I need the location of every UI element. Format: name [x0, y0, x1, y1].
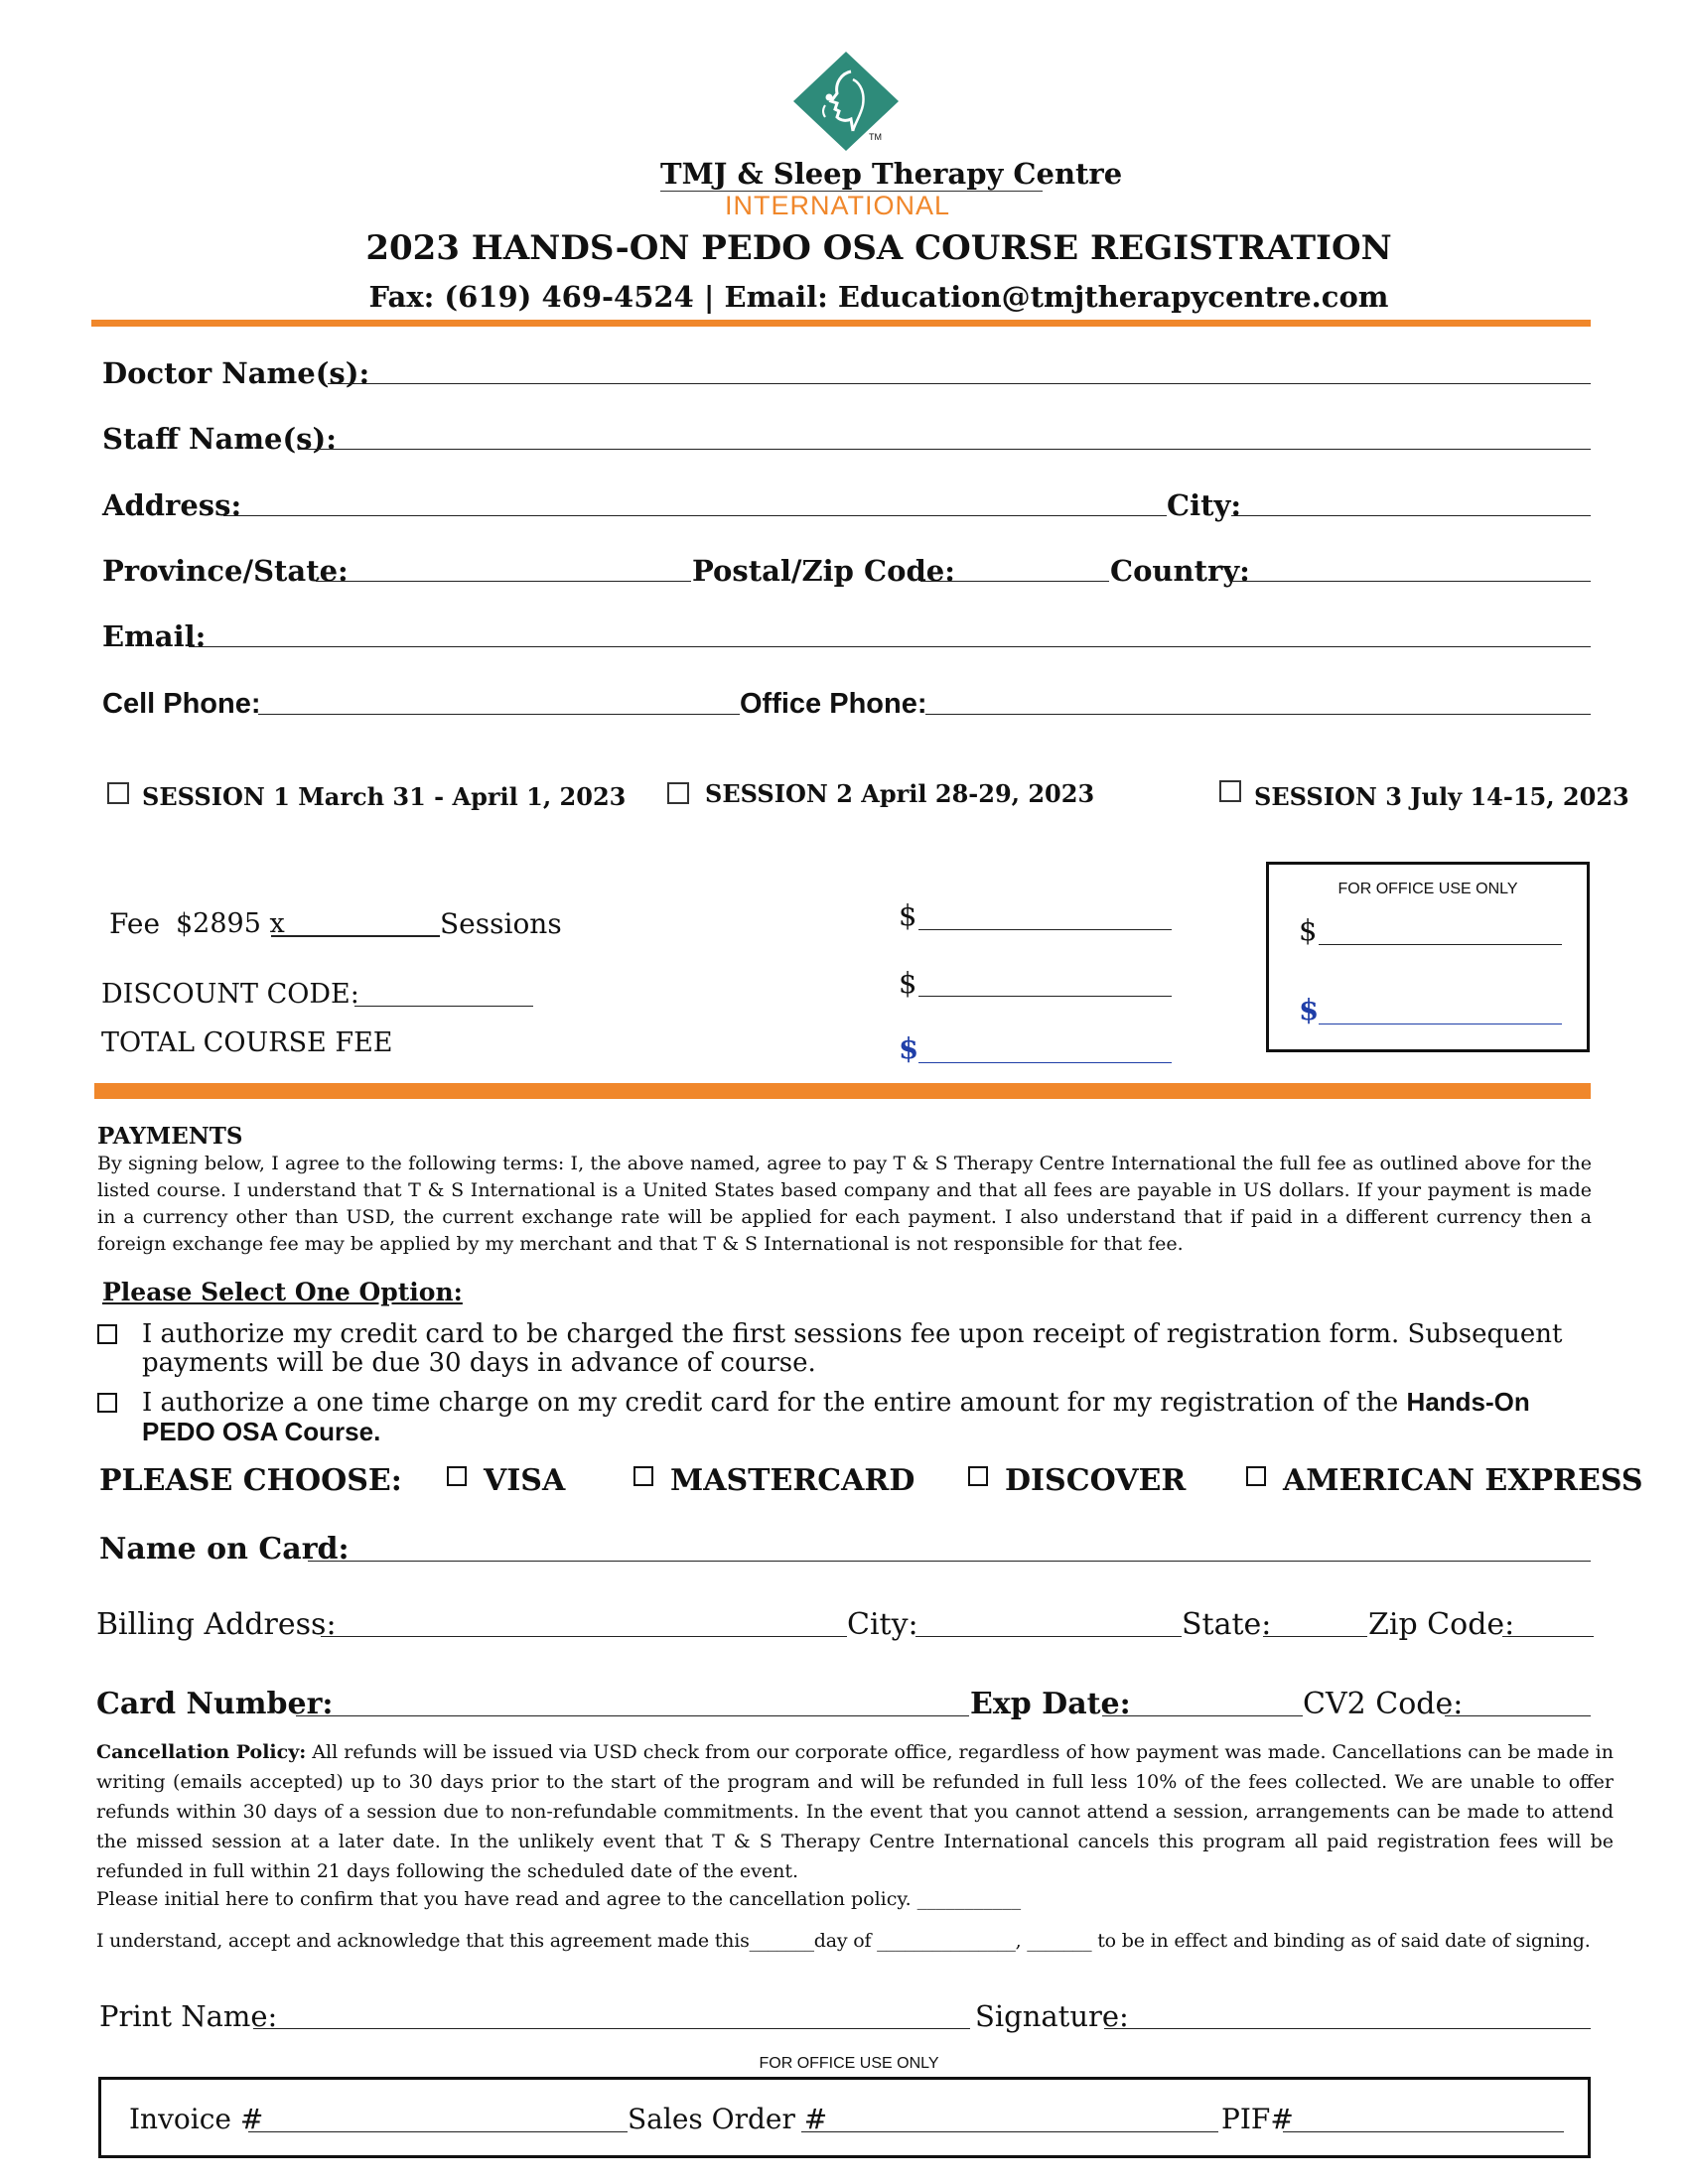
signature-field[interactable]	[1104, 2028, 1591, 2029]
contact-line: Fax: (619) 469-4524 | Email: Education@tmjtherapycentre.com	[368, 280, 1389, 314]
option-2-text	[142, 1388, 1592, 1447]
address-label: Address:	[102, 488, 242, 522]
discount-amount-field[interactable]	[918, 996, 1172, 997]
office-field-1[interactable]	[1319, 944, 1562, 945]
postal-label: Postal/Zip Code:	[692, 554, 955, 588]
payments-heading: PAYMENTS	[97, 1123, 243, 1150]
select-one-label: Please Select One Option:	[102, 1278, 463, 1306]
billing-address-field[interactable]	[321, 1636, 847, 1637]
invoice-field[interactable]	[248, 2131, 628, 2132]
country-label: Country:	[1110, 554, 1250, 588]
billing-zip-field[interactable]	[1502, 1636, 1594, 1637]
print-name-field[interactable]	[253, 2028, 970, 2029]
office-dollar-2: $	[1299, 993, 1320, 1026]
total-dollar-sign: $	[899, 1031, 919, 1065]
logo	[791, 50, 901, 159]
orange-divider-middle	[94, 1083, 1591, 1099]
doctor-label: Doctor Name(s):	[102, 356, 370, 390]
session-1-checkbox[interactable]	[107, 782, 129, 804]
amex-checkbox[interactable]	[1246, 1466, 1266, 1486]
billing-city-label: City:	[847, 1607, 918, 1642]
brand-name: TMJ & Sleep Therapy Centre	[660, 157, 1123, 191]
billing-state-label: State:	[1182, 1607, 1272, 1642]
discount-field[interactable]	[354, 1006, 533, 1007]
city-field[interactable]	[1231, 515, 1591, 516]
option-1-text: I authorize my credit card to be charged the first sessions fee upon receipt of registration form. Subsequent payments will be due 30 days in advance of course.	[142, 1319, 1563, 1378]
office-use-footer-label: FOR OFFICE USE ONLY	[759, 2055, 939, 2072]
trademark: TM	[869, 132, 882, 142]
province-field[interactable]	[316, 581, 691, 582]
please-choose-label: PLEASE CHOOSE:	[99, 1463, 402, 1498]
cancellation-heading: Cancellation Policy:	[96, 1741, 307, 1763]
session-2-label: SESSION 2 April 28-29, 2023	[705, 779, 1095, 808]
office-dollar-1: $	[1299, 913, 1318, 947]
postal-field[interactable]	[920, 581, 1109, 582]
mastercard-label: MASTERCARD	[670, 1463, 915, 1498]
agreement-line: I understand, accept and acknowledge that this agreement made this_______day of _______________, _______ to be in effect and binding as of said date of signing.	[96, 1930, 1591, 1952]
visa-label: VISA	[484, 1463, 566, 1498]
office-phone-field[interactable]	[925, 714, 1591, 715]
billing-state-field[interactable]	[1263, 1636, 1367, 1637]
email-field[interactable]	[189, 646, 1591, 647]
billing-city-field[interactable]	[915, 1636, 1182, 1637]
cell-phone-field[interactable]	[258, 714, 740, 715]
session-3-label: SESSION 3 July 14-15, 2023	[1254, 782, 1629, 811]
fee-dollar-sign: $	[899, 898, 917, 932]
discover-label: DISCOVER	[1005, 1463, 1187, 1498]
visa-checkbox[interactable]	[447, 1466, 467, 1486]
page-title: 2023 HANDS-ON PEDO OSA COURSE REGISTRATION	[365, 228, 1392, 268]
cancellation-policy	[96, 1737, 1614, 1886]
session-1-label: SESSION 1 March 31 - April 1, 2023	[142, 782, 627, 811]
cell-phone-label: Cell Phone:	[102, 688, 261, 720]
discount-dollar-sign: $	[899, 966, 917, 1000]
sessions-label: Sessions	[440, 907, 562, 940]
brand-subtitle: INTERNATIONAL	[725, 191, 951, 220]
sales-order-label: Sales Order #	[628, 2103, 828, 2135]
city-label: City:	[1167, 488, 1242, 522]
cv2-label: CV2 Code:	[1303, 1687, 1464, 1721]
signature-label: Signature:	[975, 1999, 1129, 2033]
discount-label: DISCOUNT CODE:	[101, 979, 359, 1010]
card-number-label: Card Number:	[96, 1687, 334, 1721]
card-number-field[interactable]	[296, 1715, 969, 1716]
email-label: Email:	[102, 619, 207, 653]
payments-text: By signing below, I agree to the following terms: I, the above named, agree to pay T & S Therapy Centre International the full fee as outlined above for the listed course. I understand that T & S International is a United States based company and that all fees are payable in US dollars. If your payment is made in a currency other than USD, the current exchange rate will be applied for each payment. I also understand that if paid in a different currency then a foreign exchange fee may be applied by my merchant and that T & S International is not responsible for that fee.	[97, 1153, 1592, 1255]
initial-line: Please initial here to confirm that you have read and agree to the cancellation policy. ___________	[96, 1888, 1022, 1910]
office-phone-label: Office Phone:	[740, 688, 927, 720]
staff-label: Staff Name(s):	[102, 422, 337, 456]
total-amount-field[interactable]	[918, 1062, 1172, 1063]
address-field[interactable]	[223, 515, 1167, 516]
mastercard-checkbox[interactable]	[633, 1466, 653, 1486]
option-2-checkbox[interactable]	[97, 1393, 117, 1413]
logo-diamond-icon	[791, 50, 901, 159]
name-on-card-field[interactable]	[308, 1561, 1591, 1562]
cancellation-text: All refunds will be issued via USD check from our corporate office, regardless of how payment was made. Cancellations can be made in writing (emails accepted) up to 30 days prior to the start of the program and will be refunded in full less 10% of the fees collected. We are unable to offer refunds within 30 days of a session due to non-refundable commitments. In the event that you cannot attend a session, arrangements can be made to attend the missed session at a later date. In the unlikely event that T & S Therapy Centre International cancels this program all paid registration fees will be refunded in full within 21 days following the scheduled date of the event.	[96, 1741, 1614, 1882]
fee-amount: $2895 x	[176, 908, 285, 939]
billing-zip-label: Zip Code:	[1368, 1607, 1515, 1642]
invoice-label: Invoice #	[129, 2103, 264, 2135]
total-label: TOTAL COURSE FEE	[101, 1027, 393, 1058]
name-on-card-label: Name on Card:	[99, 1532, 350, 1567]
amex-label: AMERICAN EXPRESS	[1283, 1463, 1643, 1498]
country-field[interactable]	[1231, 581, 1591, 582]
billing-address-label: Billing Address:	[96, 1607, 337, 1642]
fee-total-field[interactable]	[918, 929, 1172, 930]
fee-label: Fee	[109, 907, 161, 940]
option-1-checkbox[interactable]	[97, 1324, 117, 1344]
option-2-text-main: I authorize a one time charge on my credit card for the entire amount for my registration of the	[142, 1388, 1407, 1418]
exp-date-field[interactable]	[1102, 1715, 1303, 1716]
option-2-course-name: Hands-On PEDO OSA Course.	[142, 1387, 1530, 1446]
print-name-label: Print Name:	[99, 1999, 278, 2033]
doctor-field[interactable]	[328, 383, 1591, 384]
office-use-box	[1266, 862, 1590, 1052]
exp-date-label: Exp Date:	[970, 1687, 1131, 1721]
province-label: Province/State:	[102, 554, 349, 588]
sessions-count-field[interactable]	[271, 935, 440, 937]
pif-label: PIF#	[1221, 2103, 1294, 2135]
orange-divider-top	[91, 320, 1591, 327]
sales-order-field[interactable]	[801, 2131, 1218, 2132]
session-3-checkbox[interactable]	[1219, 780, 1241, 802]
session-2-checkbox[interactable]	[667, 782, 689, 804]
office-use-footer-box	[98, 2077, 1591, 2158]
staff-field[interactable]	[298, 449, 1591, 450]
office-use-label: FOR OFFICE USE ONLY	[1337, 881, 1518, 897]
pif-field[interactable]	[1283, 2131, 1564, 2132]
cv2-field[interactable]	[1445, 1715, 1591, 1716]
discover-checkbox[interactable]	[968, 1466, 988, 1486]
